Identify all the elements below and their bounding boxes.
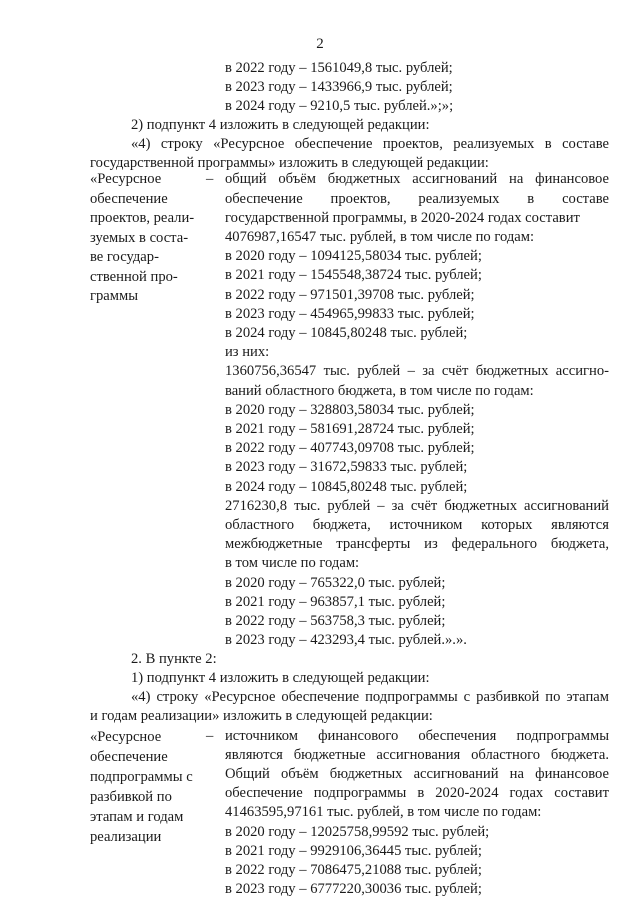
section2-label: [90, 727, 193, 847]
section1-line: государственной программы, в 2020-2024 годах составит: [225, 210, 580, 226]
section2-line: являются бюджетные ассигнования областного бюджета.: [225, 747, 609, 763]
section1-line: в 2021 году – 1545548,38724 тыс. рублей;: [225, 267, 482, 283]
section1-line: в 2024 году – 10845,80248 тыс. рублей;: [225, 479, 468, 495]
section2-label-line: «Ресурсное: [90, 729, 162, 745]
section1-line: 4076987,16547 тыс. рублей, в том числе по годам:: [225, 229, 535, 245]
section2-label-line: подпрограммы с: [90, 769, 193, 785]
section2-label-line: разбивкой по: [90, 789, 172, 805]
section1-line: в 2021 году – 963857,1 тыс. рублей;: [225, 594, 446, 610]
section1-label-line: «Ресурсное: [90, 171, 162, 187]
section1-line: в 2024 году – 10845,80248 тыс. рублей;: [225, 325, 468, 341]
section2-line: в 2023 году – 6777220,30036 тыс. рублей;: [225, 881, 482, 897]
funding-year-line: в 2023 году – 1433966,9 тыс. рублей;: [225, 79, 453, 95]
section2-line: в 2020 году – 12025758,99592 тыс. рублей;: [225, 824, 490, 840]
section1-line: в 2020 году – 765322,0 тыс. рублей;: [225, 575, 446, 591]
section1-label-line: граммы: [90, 288, 139, 304]
section1-line: общий объём бюджетных ассигнований на финансовое: [225, 171, 609, 187]
item-subpoint-4: 2) подпункт 4 изложить в следующей редакции:: [131, 117, 430, 133]
section1-label-line: ве государ-: [90, 249, 159, 265]
section1-line: в 2023 году – 423293,4 тыс. рублей.».».: [225, 632, 467, 648]
section2-label-line: обеспечение: [90, 749, 168, 765]
section1-label-line: проектов, реали-: [90, 210, 195, 226]
section1-line: областного бюджета, источником которых являются: [225, 517, 609, 533]
section1-line: в 2021 году – 581691,28724 тыс. рублей;: [225, 421, 475, 437]
section1-label-line: обеспечение: [90, 190, 168, 207]
section1-line: обеспечение проектов, реализуемых в составе: [225, 191, 609, 207]
section1-line: в 2023 году – 454965,99833 тыс. рублей;: [225, 306, 475, 322]
section1-line: из них:: [225, 344, 270, 360]
section1-line: в 2020 году – 328803,58034 тыс. рублей;: [225, 402, 475, 418]
section2-line: 41463595,97161 тыс. рублей, в том числе по годам:: [225, 804, 542, 820]
section1-line: ваний областного бюджета, в том числе по годам:: [225, 383, 534, 399]
section2-dash: –: [206, 728, 214, 744]
section1-label-line: зуемых в соста-: [90, 229, 189, 246]
section1-line: в 2022 году – 563758,3 тыс. рублей;: [225, 613, 446, 629]
section2-line: в 2022 году – 7086475,21088 тыс. рублей;: [225, 862, 482, 878]
part2-heading: 2. В пункте 2:: [131, 651, 217, 667]
funding-year-line: в 2022 году – 1561049,8 тыс. рублей;: [225, 60, 453, 76]
item-row-title-line: и годам реализации» изложить в следующей редакции:: [90, 708, 433, 724]
section1-line: в 2022 году – 407743,09708 тыс. рублей;: [225, 440, 475, 456]
section1-line: 1360756,36547 тыс. рублей – за счёт бюджетных ассигно-: [225, 363, 609, 379]
funding-year-line: в 2024 году – 9210,5 тыс. рублей.»;»;: [225, 98, 454, 114]
section1-line: 2716230,8 тыс. рублей – за счёт бюджетных ассигнований: [225, 498, 609, 514]
page-number: 2: [316, 36, 324, 52]
section2-line: в 2021 году – 9929106,36445 тыс. рублей;: [225, 843, 482, 859]
section1-dash: –: [206, 171, 214, 187]
section1-label-line: ственной про-: [90, 268, 178, 285]
section2-label-line: этапам и годам: [90, 809, 184, 825]
section1-label: [90, 170, 194, 307]
section1-line: в 2020 году – 1094125,58034 тыс. рублей;: [225, 248, 482, 264]
item-row-title-line: «4) строку «Ресурсное обеспечение проектов, реализуемых в составе: [131, 136, 609, 152]
item-row-title-line: «4) строку «Ресурсное обеспечение подпрограммы с разбивкой по этапам: [131, 689, 609, 705]
part2-item: 1) подпункт 4 изложить в следующей редакции:: [131, 670, 430, 686]
section1-line: в том числе по годам:: [225, 555, 360, 571]
section2-line: Общий объём бюджетных ассигнований на финансовое: [225, 766, 609, 782]
section2-line: обеспечение подпрограммы в 2020-2024 годах составит: [225, 785, 609, 801]
section1-line: межбюджетные трансферты из федерального бюджета,: [225, 536, 609, 552]
item-row-title-line: государственной программы» изложить в следующей редакции:: [90, 155, 489, 171]
section2-label-line: реализации: [90, 829, 162, 845]
section2-line: источником финансового обеспечения подпрограммы: [225, 728, 609, 744]
section1-line: в 2022 году – 971501,39708 тыс. рублей;: [225, 287, 475, 303]
section1-line: в 2023 году – 31672,59833 тыс. рублей;: [225, 459, 468, 475]
